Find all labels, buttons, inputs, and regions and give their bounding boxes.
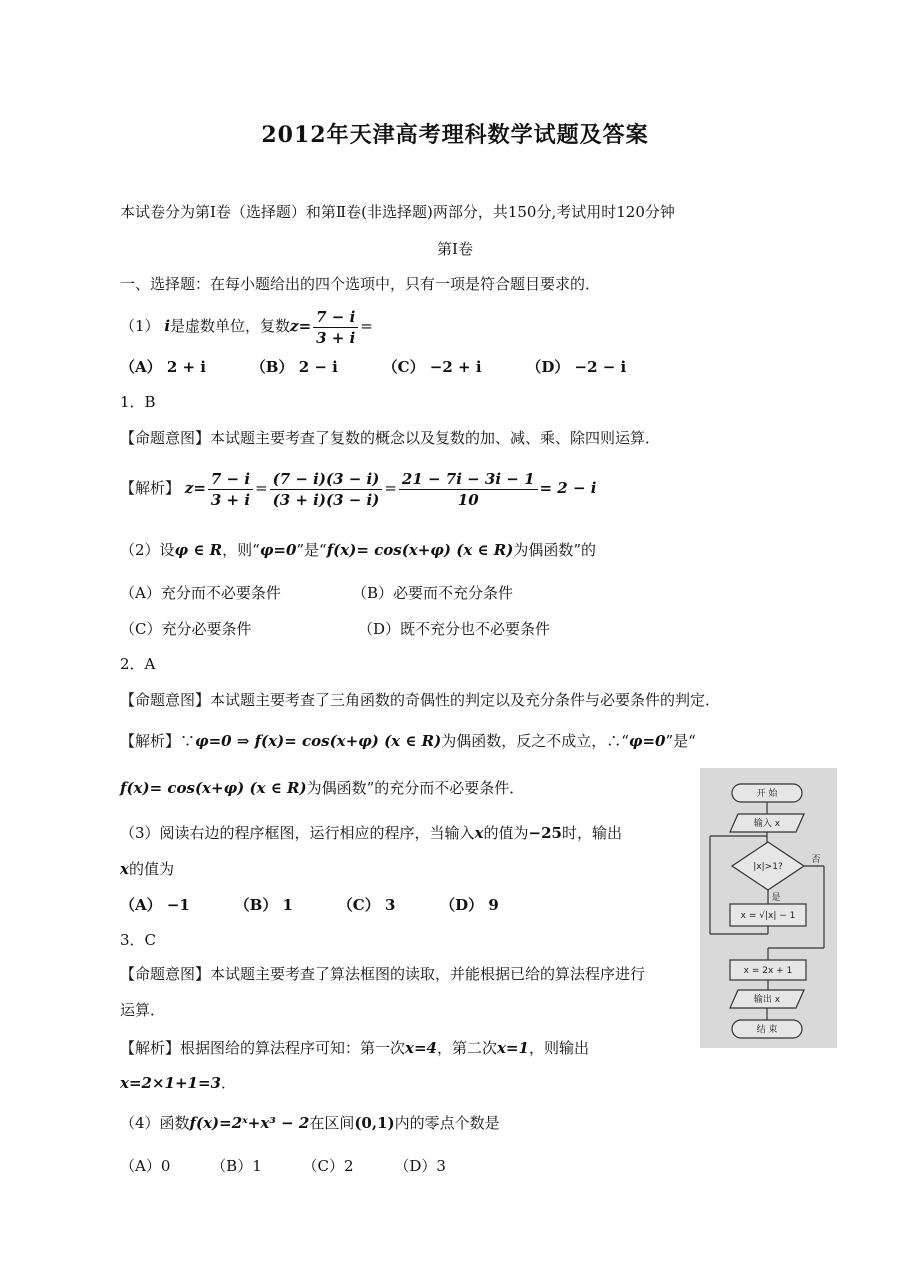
q4-stem: （4）函数f(x)=2ˣ+x³ − 2在区间(0,1)内的零点个数是 <box>120 1114 500 1132</box>
q3-options <box>120 894 539 916</box>
q3-intent-cont: 运算． <box>120 1001 166 1019</box>
flow-yes: 是 <box>771 893 781 903</box>
q1-intent: 【命题意图】本试题主要考查了复数的概念以及复数的加、减、乘、除四则运算． <box>120 429 661 447</box>
q3-answer: 3．C <box>120 931 157 949</box>
flow-input: 输入 x <box>753 819 781 829</box>
option-b: （B）1 <box>211 1157 262 1175</box>
q1-analysis: 【解析】 z= $\frac{7 - i}{3 + i}$ = $\frac{(7 - i)(3 - i)}{(3 + i)(3 - i)}$ = $\frac{21 - 7i - 3i - 1}{10}$ = 2 − i <box>120 469 597 509</box>
section-heading: 一、选择题：在每小题给出的四个选项中，只有一项是符合题目要求的． <box>120 275 601 293</box>
flow-no: 否 <box>811 855 821 865</box>
part-heading: 第Ⅰ卷 <box>437 240 473 258</box>
option-c: （C）2 <box>302 1157 354 1175</box>
option-d: （D） −2 − i <box>526 358 627 376</box>
option-a: （A）充分而不必要条件 <box>120 584 281 602</box>
page-title: 2012年天津高考理科数学试题及答案 <box>261 122 649 148</box>
q3-stem-cont: x的值为 <box>120 860 174 878</box>
option-a: （A） −1 <box>120 896 190 914</box>
option-a: （A）0 <box>120 1157 171 1175</box>
flow-end: 结 束 <box>756 1025 778 1035</box>
q3-stem: （3）阅读右边的程序框图，运行相应的程序，当输入x的值为−25时，输出 <box>120 824 622 842</box>
q2-analysis: 【解析】∵φ=0 ⇒ f(x)= cos(x+φ) (x ∈ R)为偶函数，反之不成立，∴“φ=0”是“ <box>120 732 696 750</box>
option-d: （D） 9 <box>440 896 499 914</box>
q2-analysis-cont: f(x)= cos(x+φ) (x ∈ R)为偶函数”的充分而不必要条件． <box>120 779 525 797</box>
q2-stem: （2）设φ ∈ R，则“φ=0”是“f(x)= cos(x+φ) (x ∈ R)为偶函数”的 <box>120 541 597 559</box>
option-c: （C）充分必要条件 <box>120 620 252 638</box>
option-b: （B）必要而不充分条件 <box>352 584 514 602</box>
intro-text: 本试卷分为第Ⅰ卷（选择题）和第Ⅱ卷(非选择题)两部分，共150分,考试用时120分钟 <box>120 203 675 221</box>
q2-intent: 【命题意图】本试题主要考查了三角函数的奇偶性的判定以及充分条件与必要条件的判定． <box>120 691 721 709</box>
q3-intent: 【命题意图】本试题主要考查了算法框图的读取，并能根据已给的算法程序进行 <box>120 965 646 983</box>
q2-answer: 2．A <box>120 655 156 673</box>
option-c: （C） −2 + i <box>382 358 482 376</box>
option-d: （D）3 <box>394 1157 446 1175</box>
option-a: （A） 2 + i <box>120 358 207 376</box>
q1-answer: 1．B <box>120 393 156 411</box>
flow-assign1: x = √|x| − 1 <box>740 911 796 921</box>
option-d: （D）既不充分也不必要条件 <box>358 620 551 638</box>
option-b: （B） 1 <box>234 896 293 914</box>
q4-options <box>120 1155 486 1177</box>
q2-options-row2 <box>120 618 550 640</box>
flow-assign2: x = 2x + 1 <box>743 966 793 976</box>
option-c: （C） 3 <box>337 896 396 914</box>
flow-output: 输出 x <box>753 995 781 1005</box>
q2-options-row1 <box>120 582 513 604</box>
q1-stem: （1） i是虚数单位，复数z= $\frac{7 - i}{3 + i}$ = <box>120 307 373 347</box>
flowchart-figure <box>700 768 837 1048</box>
q1-fraction: $\frac{7 - i}{3 + i}$ <box>313 307 358 348</box>
option-b: （B） 2 − i <box>250 358 338 376</box>
q3-analysis-cont: x=2×1+1=3． <box>120 1074 236 1092</box>
flowchart-svg <box>700 768 837 1048</box>
flow-cond: |x|>1? <box>753 862 783 872</box>
q1-options <box>120 356 666 378</box>
q3-analysis: 【解析】根据图给的算法程序可知：第一次x=4，第二次x=1，则输出 <box>120 1039 589 1057</box>
flow-start: 开 始 <box>756 789 778 799</box>
